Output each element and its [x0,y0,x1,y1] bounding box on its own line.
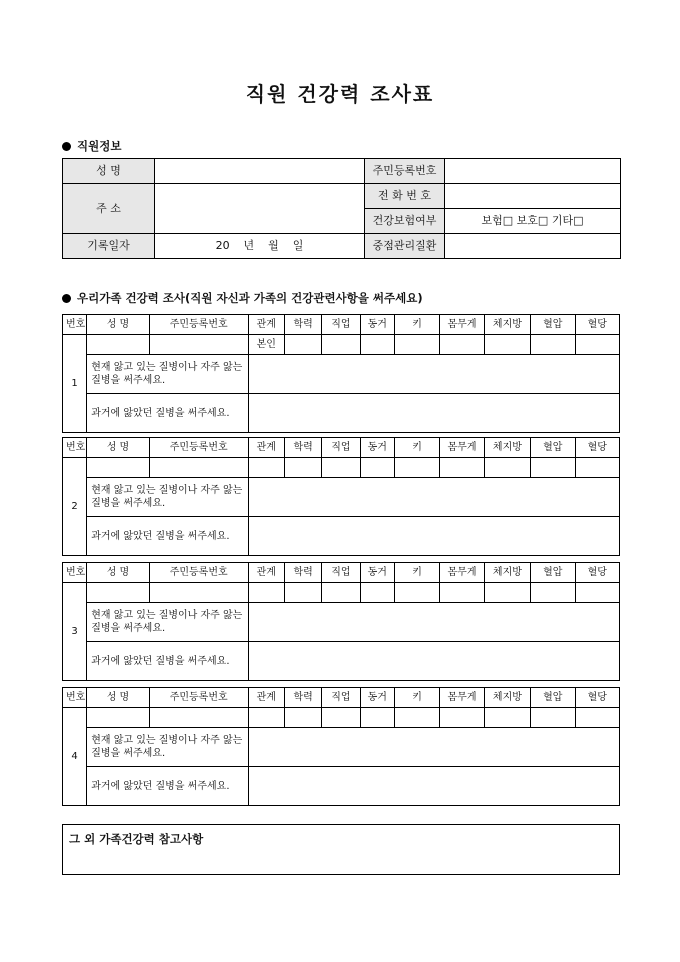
relation-cell: 본인 [248,335,284,355]
family-input-cell[interactable] [531,335,575,355]
member-number: 3 [63,583,87,681]
family-header-cell: 관계 [248,438,284,458]
family-header-cell: 직업 [322,315,360,335]
past-disease-field[interactable] [248,767,619,806]
page-title: 직원 건강력 조사표 [245,82,435,106]
family-input-cell[interactable] [575,708,620,728]
family-input-cell[interactable] [394,583,439,603]
family-member-table [62,314,620,433]
current-disease-field[interactable] [248,603,619,642]
family-header-cell: 혈압 [531,438,575,458]
family-input-cell[interactable] [284,458,321,478]
family-input-cell[interactable] [484,708,530,728]
past-disease-row [63,517,620,556]
family-input-cell[interactable] [248,458,284,478]
family-header-row [63,315,620,335]
family-header-cell: 번호 [63,688,87,708]
family-header-cell: 번호 [63,315,87,335]
current-disease-question: 현재 앓고 있는 질병이나 자주 앓는 질병을 써주세요. [87,728,248,767]
current-disease-row [63,603,620,642]
family-header-cell: 체지방 [484,688,530,708]
family-header-cell: 혈당 [575,688,620,708]
family-header-cell: 학력 [284,563,321,583]
family-notes-box[interactable] [62,824,620,875]
current-disease-field[interactable] [248,355,619,394]
family-input-cell[interactable] [87,335,150,355]
family-input-cell[interactable] [87,458,150,478]
family-data-row [63,708,620,728]
family-notes-heading: 그 외 가족건강력 참고사항 [69,832,204,846]
past-disease-row [63,767,620,806]
address-label: 주 소 [63,184,155,234]
family-input-cell[interactable] [149,583,248,603]
past-disease-row [63,642,620,681]
phone-label: 전 화 번 호 [365,184,445,209]
family-input-cell[interactable] [360,583,394,603]
family-header-cell: 혈당 [575,315,620,335]
current-disease-row [63,728,620,767]
current-disease-row [63,355,620,394]
family-header-cell: 번호 [63,438,87,458]
family-input-cell[interactable] [360,708,394,728]
family-input-cell[interactable] [322,708,360,728]
family-input-cell[interactable] [531,708,575,728]
insurance-label: 건강보험여부 [365,209,445,234]
family-input-cell[interactable] [248,583,284,603]
record-date-field[interactable]: 20 년 월 일 [155,234,365,259]
family-header-cell: 주민등록번호 [149,438,248,458]
name-field[interactable] [155,159,365,184]
past-disease-field[interactable] [248,394,619,433]
family-header-cell: 혈압 [531,688,575,708]
family-header-cell: 혈당 [575,438,620,458]
family-input-cell[interactable] [394,458,439,478]
past-disease-row [63,394,620,433]
family-input-cell[interactable] [322,335,360,355]
family-header-cell: 성 명 [87,563,150,583]
family-member-table [62,437,620,556]
rrn-field[interactable] [445,159,621,184]
past-disease-question: 과거에 앓았던 질병을 써주세요. [87,517,248,556]
family-header-cell: 성 명 [87,438,150,458]
family-input-cell[interactable] [394,335,439,355]
current-disease-field[interactable] [248,728,619,767]
family-input-cell[interactable] [322,458,360,478]
family-input-cell[interactable] [440,708,484,728]
family-data-row [63,335,620,355]
phone-field[interactable] [445,184,621,209]
family-header-row [63,688,620,708]
family-member-table [62,562,620,681]
family-header-cell: 주민등록번호 [149,563,248,583]
past-disease-question: 과거에 앓았던 질병을 써주세요. [87,394,248,433]
past-disease-field[interactable] [248,642,619,681]
family-input-cell[interactable] [484,335,530,355]
family-header-cell: 혈압 [531,315,575,335]
family-header-cell: 동거 [360,688,394,708]
family-header-cell: 성 명 [87,315,150,335]
name-label: 성 명 [63,159,155,184]
family-header-cell: 주민등록번호 [149,688,248,708]
address-field[interactable] [155,184,365,234]
employee-info-table [62,158,621,259]
family-header-cell: 직업 [322,438,360,458]
section-family-label: 우리가족 건강력 조사(직원 자신과 가족의 건강관련사항을 써주세요) [77,291,423,305]
family-header-cell: 몸무게 [440,438,484,458]
family-data-row [63,583,620,603]
family-input-cell[interactable] [149,708,248,728]
past-disease-question: 과거에 앓았던 질병을 써주세요. [87,642,248,681]
family-header-cell: 키 [394,315,439,335]
family-header-cell: 관계 [248,563,284,583]
family-input-cell[interactable] [149,458,248,478]
family-header-cell: 체지방 [484,438,530,458]
family-input-cell[interactable] [248,708,284,728]
current-disease-question: 현재 앓고 있는 질병이나 자주 앓는 질병을 써주세요. [87,603,248,642]
current-disease-question: 현재 앓고 있는 질병이나 자주 앓는 질병을 써주세요. [87,478,248,517]
family-input-cell[interactable] [284,583,321,603]
record-date-label: 기록일자 [63,234,155,259]
family-header-cell: 몸무게 [440,315,484,335]
family-input-cell[interactable] [440,583,484,603]
family-header-cell: 관계 [248,688,284,708]
family-input-cell[interactable] [484,458,530,478]
insurance-options[interactable]: 보험□ 보호□ 기타□ [445,209,621,234]
family-header-cell: 관계 [248,315,284,335]
member-number: 4 [63,708,87,806]
past-disease-question: 과거에 앓았던 질병을 써주세요. [87,767,248,806]
family-header-cell: 학력 [284,438,321,458]
bullet-icon [62,142,71,151]
family-input-cell[interactable] [575,335,620,355]
family-header-cell: 학력 [284,315,321,335]
family-header-row [63,438,620,458]
member-number: 1 [63,335,87,433]
family-header-cell: 동거 [360,438,394,458]
family-header-cell: 몸무게 [440,563,484,583]
family-header-cell: 혈압 [531,563,575,583]
family-input-cell[interactable] [440,335,484,355]
family-header-cell: 몸무게 [440,688,484,708]
rrn-label: 주민등록번호 [365,159,445,184]
family-input-cell[interactable] [284,335,321,355]
family-input-cell[interactable] [87,583,150,603]
section-employee-info-label: 직원정보 [77,139,122,153]
family-input-cell[interactable] [360,335,394,355]
family-header-cell: 직업 [322,688,360,708]
disease-field[interactable] [445,234,621,259]
family-data-row [63,458,620,478]
family-input-cell[interactable] [531,583,575,603]
family-input-cell[interactable] [322,583,360,603]
family-input-cell[interactable] [284,708,321,728]
family-header-cell: 주민등록번호 [149,315,248,335]
current-disease-question: 현재 앓고 있는 질병이나 자주 앓는 질병을 써주세요. [87,355,248,394]
family-input-cell[interactable] [531,458,575,478]
family-input-cell[interactable] [149,335,248,355]
family-input-cell[interactable] [575,583,620,603]
current-disease-row [63,478,620,517]
family-header-cell: 번호 [63,563,87,583]
family-header-cell: 직업 [322,563,360,583]
family-header-cell: 키 [394,688,439,708]
family-header-cell: 성 명 [87,688,150,708]
past-disease-field[interactable] [248,517,619,556]
family-header-cell: 키 [394,438,439,458]
family-input-cell[interactable] [484,583,530,603]
family-input-cell[interactable] [360,458,394,478]
section-employee-info-heading [62,138,121,154]
family-header-cell: 체지방 [484,563,530,583]
family-header-cell: 동거 [360,563,394,583]
family-header-cell: 학력 [284,688,321,708]
family-input-cell[interactable] [87,708,150,728]
family-input-cell[interactable] [440,458,484,478]
family-header-cell: 키 [394,563,439,583]
bullet-icon [62,294,71,303]
disease-label: 중점관리질환 [365,234,445,259]
family-header-cell: 체지방 [484,315,530,335]
family-member-table [62,687,620,806]
family-input-cell[interactable] [394,708,439,728]
family-header-cell: 동거 [360,315,394,335]
family-header-row [63,563,620,583]
family-header-cell: 혈당 [575,563,620,583]
current-disease-field[interactable] [248,478,619,517]
family-input-cell[interactable] [575,458,620,478]
member-number: 2 [63,458,87,556]
section-family-heading [62,290,423,306]
